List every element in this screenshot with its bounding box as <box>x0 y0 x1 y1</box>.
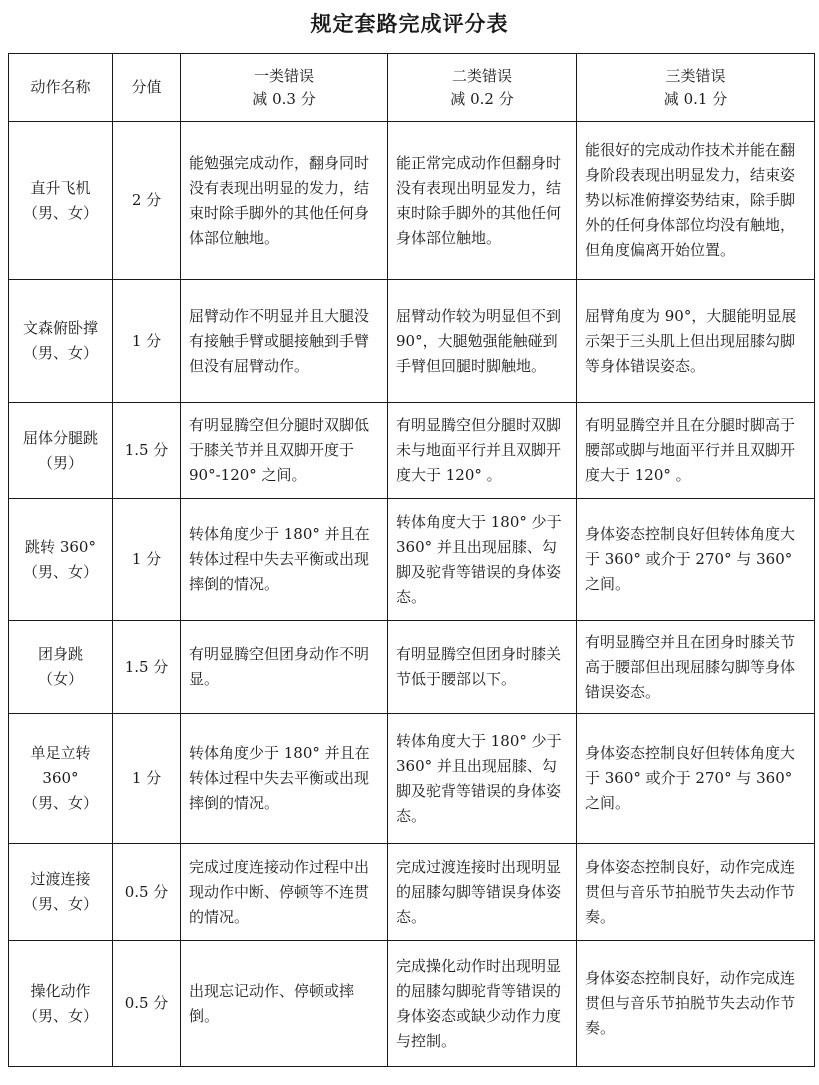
error-class3-cell: 有明显腾空并且在分腿时脚高于腰部或脚与地面平行并且双脚开度大于 120° 。 <box>577 403 815 499</box>
action-name-cell <box>9 621 113 714</box>
action-name-line: （男、女） <box>22 344 98 362</box>
action-name-line: 团身跳 <box>37 645 83 663</box>
action-name-cell <box>9 714 113 844</box>
header-class3 <box>577 54 815 122</box>
action-name-line: 操化动作 <box>30 981 91 1000</box>
action-name-line: （男、女） <box>22 895 98 913</box>
header-class2-label: 二类错误 <box>451 66 512 85</box>
error-class1-cell: 转体角度少于 180° 并且在转体过程中失去平衡或出现摔倒的情况。 <box>181 714 388 844</box>
action-name-line: 跳转 360° <box>25 537 96 556</box>
table-row <box>9 499 815 621</box>
error-class3-cell: 身体姿态控制良好但转体角度大于 360° 或介于 270° 与 360° 之间。 <box>577 499 815 621</box>
error-class3-cell: 身体姿态控制良好但转体角度大于 360° 或介于 270° 与 360° 之间。 <box>577 714 815 844</box>
error-class2-cell: 转体角度大于 180° 少于 360° 并且出现屈膝、勾脚及驼背等错误的身体姿态。 <box>388 499 577 621</box>
score-cell: 1 分 <box>113 499 181 621</box>
error-class1-cell: 屈臂动作不明显并且大腿没有接触手臂或腿接触到手臂但没有屈臂动作。 <box>181 280 388 403</box>
error-class2-cell: 完成操化动作时出现明显的屈膝勾脚驼背等错误的身体姿态或缺少动作力度与控制。 <box>388 941 577 1067</box>
header-score: 分值 <box>113 54 181 122</box>
action-name-line: 屈体分腿跳 <box>22 428 98 447</box>
error-class2-cell: 有明显腾空但团身时膝关节低于腰部以下。 <box>388 621 577 714</box>
action-name-cell <box>9 941 113 1067</box>
header-class2-deduct: 减 0.2 分 <box>450 89 514 108</box>
table-row <box>9 122 815 280</box>
error-class3-cell: 身体姿态控制良好，动作完成连贯但与音乐节拍脱节失去动作节奏。 <box>577 941 815 1067</box>
action-name-line: 360° <box>42 769 79 787</box>
error-class2-cell: 屈臂动作较为明显但不到 90°，大腿勉强能触碰到手臂但回腿时脚触地。 <box>388 280 577 403</box>
action-name-line: （男、女） <box>22 203 98 222</box>
action-name-line: （男） <box>37 453 83 472</box>
table-row <box>9 714 815 844</box>
table-row <box>9 941 815 1067</box>
table-body <box>9 122 815 1067</box>
score-cell: 1 分 <box>113 280 181 403</box>
action-name-line: 过渡连接 <box>30 870 91 888</box>
header-class1-label: 一类错误 <box>253 66 314 85</box>
error-class1-cell: 完成过度连接动作过程中出现动作中断、停顿等不连贯的情况。 <box>181 844 388 941</box>
action-name-cell <box>9 122 113 280</box>
header-row <box>9 54 815 122</box>
error-class3-cell: 能很好的完成动作技术并能在翻身阶段表现出明显发力，结束姿势以标准俯撑姿势结束，除手脚外的任何身体部位均没有触地，但角度偏离开始位置。 <box>577 122 815 280</box>
header-class3-deduct: 减 0.1 分 <box>663 89 728 108</box>
error-class1-cell: 转体角度少于 180° 并且在转体过程中失去平衡或出现摔倒的情况。 <box>181 499 388 621</box>
score-cell: 2 分 <box>113 122 181 280</box>
score-cell: 1 分 <box>113 714 181 844</box>
error-class1-cell: 能勉强完成动作，翻身同时没有表现出明显的发力，结束时除手脚外的其他任何身体部位触地。 <box>181 122 388 280</box>
header-class1 <box>181 54 388 122</box>
table-row <box>9 844 815 941</box>
error-class2-cell: 能正常完成动作但翻身时没有表现出明显发力，结束时除手脚外的其他任何身体部位触地。 <box>388 122 577 280</box>
action-name-line: 直升飞机 <box>30 178 91 197</box>
error-class2-cell: 转体角度大于 180° 少于 360° 并且出现屈膝、勾脚及驼背等错误的身体姿态。 <box>388 714 577 844</box>
action-name-line: （男、女） <box>22 1006 98 1025</box>
action-name-line: （女） <box>37 670 83 688</box>
action-name-line: 文森俯卧撑 <box>22 319 98 337</box>
table-row <box>9 403 815 499</box>
error-class1-cell: 有明显腾空但分腿时双脚低于膝关节并且双脚开度于 90°-120° 之间。 <box>181 403 388 499</box>
score-cell: 1.5 分 <box>113 403 181 499</box>
header-name: 动作名称 <box>9 54 113 122</box>
error-class3-cell: 屈臂角度为 90°，大腿能明显展示架于三头肌上但出现屈膝勾脚等身体错误姿态。 <box>577 280 815 403</box>
table-row <box>9 280 815 403</box>
action-name-cell <box>9 499 113 621</box>
scoring-table <box>8 53 815 1067</box>
action-name-cell <box>9 280 113 403</box>
action-name-line: （男、女） <box>22 562 98 581</box>
header-class3-label: 三类错误 <box>665 66 726 85</box>
table-row <box>9 621 815 714</box>
score-cell: 0.5 分 <box>113 844 181 941</box>
error-class2-cell: 完成过渡连接时出现明显的屈膝勾脚等错误身体姿态。 <box>388 844 577 941</box>
action-name-cell <box>9 844 113 941</box>
error-class1-cell: 有明显腾空但团身动作不明显。 <box>181 621 388 714</box>
error-class1-cell: 出现忘记动作、停顿或摔倒。 <box>181 941 388 1067</box>
action-name-line: 单足立转 <box>30 744 91 762</box>
error-class2-cell: 有明显腾空但分腿时双脚未与地面平行并且双脚开度大于 120° 。 <box>388 403 577 499</box>
header-class1-deduct: 减 0.3 分 <box>252 89 316 108</box>
action-name-line: （男、女） <box>22 794 98 812</box>
table-title: 规定套路完成评分表 <box>310 12 509 36</box>
score-cell: 0.5 分 <box>113 941 181 1067</box>
action-name-cell <box>9 403 113 499</box>
error-class3-cell: 身体姿态控制良好，动作完成连贯但与音乐节拍脱节失去动作节奏。 <box>577 844 815 941</box>
error-class3-cell: 有明显腾空并且在团身时膝关节高于腰部但出现屈膝勾脚等身体错误姿态。 <box>577 621 815 714</box>
score-cell: 1.5 分 <box>113 621 181 714</box>
header-class2 <box>388 54 577 122</box>
